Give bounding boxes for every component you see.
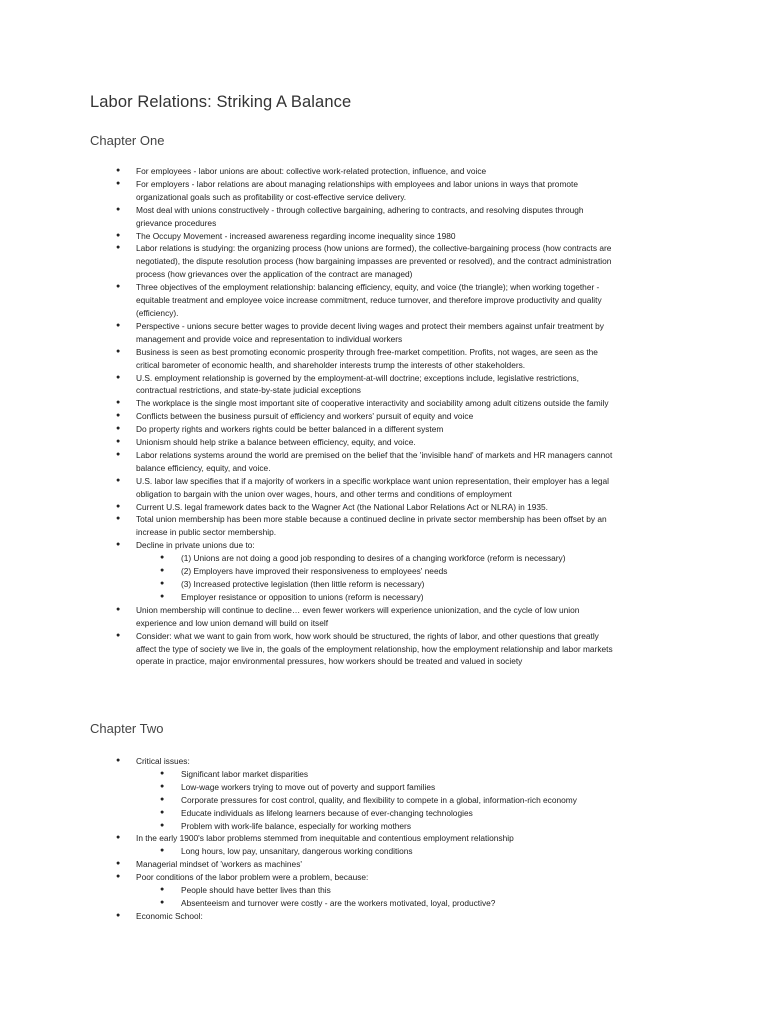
bullet-icon: ● (116, 231, 121, 239)
bullet-icon: ● (160, 898, 165, 906)
sub-list-item (0, 565, 660, 578)
bullet-icon: ● (116, 321, 121, 329)
bullet-icon: ● (116, 515, 121, 523)
bullet-icon: ● (116, 425, 121, 433)
list-item (0, 910, 660, 923)
list-item (0, 832, 660, 845)
list-item-text: Critical issues: (136, 756, 190, 766)
list-item-text: Conflicts between the business pursuit of efficiency and workers' pursuit of equity and voice (136, 411, 474, 422)
list-item-text: Current U.S. legal framework dates back to the Wagner Act (the National Labor Relations Act or NLRA) in 1935. (136, 501, 548, 512)
list-item-text: Unionism should help strike a balance between efficiency, equity, and voice. (136, 437, 416, 448)
chapter-one-heading: Chapter One (90, 133, 165, 148)
bullet-icon: ● (160, 886, 165, 894)
document-title: Labor Relations: Striking A Balance (90, 93, 352, 111)
list-item (0, 372, 660, 398)
list-item (0, 858, 660, 871)
list-item-text: People should have better lives than this (181, 885, 331, 896)
bullet-icon: ● (116, 873, 121, 881)
list-item-text: Labor relations is studying: the organizing process (how unions are formed), the collective-bargaining process (how contracts are negotiated), the dispute resolution process (how bargaining impasses are prevented or resolved), and the contract administration process (how grievances over the application of the contract are managed) (136, 243, 612, 280)
list-item-text: Economic School: (136, 910, 203, 921)
bullet-icon: ● (116, 502, 121, 510)
bullet-icon: ● (160, 808, 165, 816)
list-item-text: The Occupy Movement - increased awareness regarding income inequality since 1980 (136, 230, 456, 241)
sub-list-item (0, 884, 660, 897)
list-item-text: U.S. employment relationship is governed by the employment-at-will doctrine; exceptions include, legislative restrictions, contractual restrictions, and state-by-state judicial exceptions (136, 372, 579, 396)
list-item-text: Absenteeism and turnover were costly - are the workers motivated, loyal, productive? (181, 897, 496, 908)
sub-list-item (0, 768, 660, 781)
bullet-icon: ● (160, 769, 165, 777)
sub-list-item (0, 807, 660, 820)
sub-list-item (0, 578, 660, 591)
list-item-text: Employer resistance or opposition to unions (reform is necessary) (181, 591, 424, 602)
list-item-text: The workplace is the single most important site of cooperative interactivity and sociability among adult citizens outside the family (136, 398, 609, 409)
list-item (0, 449, 660, 475)
list-item (0, 755, 660, 768)
bullet-icon: ● (116, 373, 121, 381)
list-item (0, 501, 660, 514)
sub-list-item (0, 845, 660, 858)
list-item (0, 178, 660, 204)
bullet-icon: ● (116, 450, 121, 458)
bullet-icon: ● (116, 911, 121, 919)
list-item (0, 871, 660, 884)
bullet-icon: ● (160, 567, 165, 575)
list-item (0, 281, 660, 320)
chapter-two-heading: Chapter Two (90, 721, 164, 736)
list-item (0, 539, 660, 552)
list-item (0, 513, 660, 539)
list-item-text: Labor relations systems around the world are premised on the belief that the 'invisible hand' of markets and HR managers cannot balance efficiency, equity, and voice. (136, 449, 613, 473)
list-item (0, 165, 660, 178)
sub-list-item (0, 781, 660, 794)
bullet-icon: ● (116, 476, 121, 484)
sub-list-item (0, 820, 660, 833)
list-item-text: Decline in private unions due to: (136, 540, 255, 551)
list-item-text: (3) Increased protective legislation (then little reform is necessary) (181, 579, 425, 589)
list-item-text: Long hours, low pay, unsanitary, dangerous working conditions (181, 846, 413, 857)
list-item-text: Significant labor market disparities (181, 768, 309, 779)
bullet-icon: ● (116, 347, 121, 355)
list-item (0, 423, 660, 436)
bullet-icon: ● (116, 399, 121, 407)
list-item (0, 436, 660, 449)
sub-list-item (0, 794, 660, 807)
list-item-text: For employees - labor unions are about: collective work-related protection, influence, and voice (136, 166, 487, 176)
bullet-icon: ● (116, 283, 121, 291)
bullet-icon: ● (160, 795, 165, 803)
list-item-text: For employers - labor relations are about managing relationships with employees and labor unions in ways that promote organizational goals such as profitability or cost-effective service delivery. (136, 178, 578, 202)
bullet-icon: ● (116, 860, 121, 868)
bullet-icon: ● (116, 167, 121, 174)
list-item-text: (2) Employers have improved their responsiveness to employees' needs (181, 566, 448, 577)
bullet-icon: ● (116, 179, 121, 187)
bullet-icon: ● (116, 834, 121, 842)
list-item (0, 604, 660, 630)
list-item-text: Union membership will continue to decline… even fewer workers will experience unionization, and the cycle of low union experience and low union demand will build on itself (136, 604, 580, 628)
list-item-text: Problem with work-life balance, especially for working mothers (181, 820, 412, 831)
list-item-text: Poor conditions of the labor problem were a problem, because: (136, 872, 369, 883)
list-item-text: (1) Unions are not doing a good job responding to desires of a changing workforce (reform is necessary) (181, 553, 566, 564)
sub-list-item (0, 591, 660, 604)
list-item (0, 630, 660, 669)
bullet-icon: ● (116, 205, 121, 213)
list-item-text: Educate individuals as lifelong learners because of ever-changing technologies (181, 807, 473, 818)
bullet-icon: ● (116, 412, 121, 420)
bullet-icon: ● (116, 541, 121, 549)
bullet-icon: ● (116, 631, 121, 639)
chapter-one-bullet-list (0, 165, 660, 668)
list-item-text: Do property rights and workers rights could be better balanced in a different system (136, 424, 444, 435)
bullet-icon: ● (116, 757, 121, 764)
list-item-text: Consider: what we want to gain from work, how work should be structured, the rights of labor, and other questions that greatly affect the type of society we live in, the goals of the employment relationship, how the employment relationship and labor markets operate in practice, major environmental pressures, how workers should be treated and valued in society (136, 630, 613, 667)
chapter-two-bullet-list (0, 755, 660, 923)
bullet-icon: ● (160, 554, 165, 562)
bullet-icon: ● (116, 244, 121, 252)
list-item-text: Managerial mindset of 'workers as machines' (136, 859, 302, 870)
sub-list-item (0, 897, 660, 910)
list-item-text: Corporate pressures for cost control, quality, and flexibility to compete in a global, information-rich economy (181, 794, 577, 805)
list-item (0, 410, 660, 423)
list-item-text: In the early 1900's labor problems stemmed from inequitable and contentious employment relationship (136, 833, 514, 844)
list-item-text: U.S. labor law specifies that if a majority of workers in a specific workplace want union representation, their employer has a legal obligation to bargain with the union over wages, hours, and other terms and conditions of employment (136, 475, 610, 499)
sub-list-item (0, 552, 660, 565)
list-item-text: Total union membership has been more stable because a continued decline in private sector membership has been offset by an increase in public sector membership. (136, 514, 607, 538)
bullet-icon: ● (160, 782, 165, 790)
bullet-icon: ● (116, 605, 121, 613)
bullet-icon: ● (116, 438, 121, 446)
bullet-icon: ● (160, 821, 165, 829)
bullet-icon: ● (160, 592, 165, 600)
list-item (0, 320, 660, 346)
list-item-text: Perspective - unions secure better wages to provide decent living wages and protect their members against unfair treatment by management and provide voice and representation to individual workers (136, 320, 604, 344)
list-item-text: Three objectives of the employment relationship: balancing efficiency, equity, and voice (the triangle); when working together - equitable treatment and employee voice increase commitment, reduce turnover, and therefore improve productivity and quality (efficiency). (136, 282, 602, 318)
list-item (0, 346, 660, 372)
list-item-text: Low-wage workers trying to move out of poverty and support families (181, 781, 436, 792)
bullet-icon: ● (160, 580, 165, 587)
list-item (0, 242, 660, 281)
list-item-text: Business is seen as best promoting economic prosperity through free-market competition. Profits, not wages, are seen as the critical barometer of economic health, and shareholder interests trump the interests of other stakeholders. (136, 346, 598, 370)
bullet-icon: ● (160, 847, 165, 855)
list-item (0, 230, 660, 243)
list-item (0, 475, 660, 501)
list-item-text: Most deal with unions constructively - through collective bargaining, adhering to contracts, and resolving disputes through grievance procedures (136, 204, 584, 228)
list-item (0, 397, 660, 410)
list-item (0, 204, 660, 230)
